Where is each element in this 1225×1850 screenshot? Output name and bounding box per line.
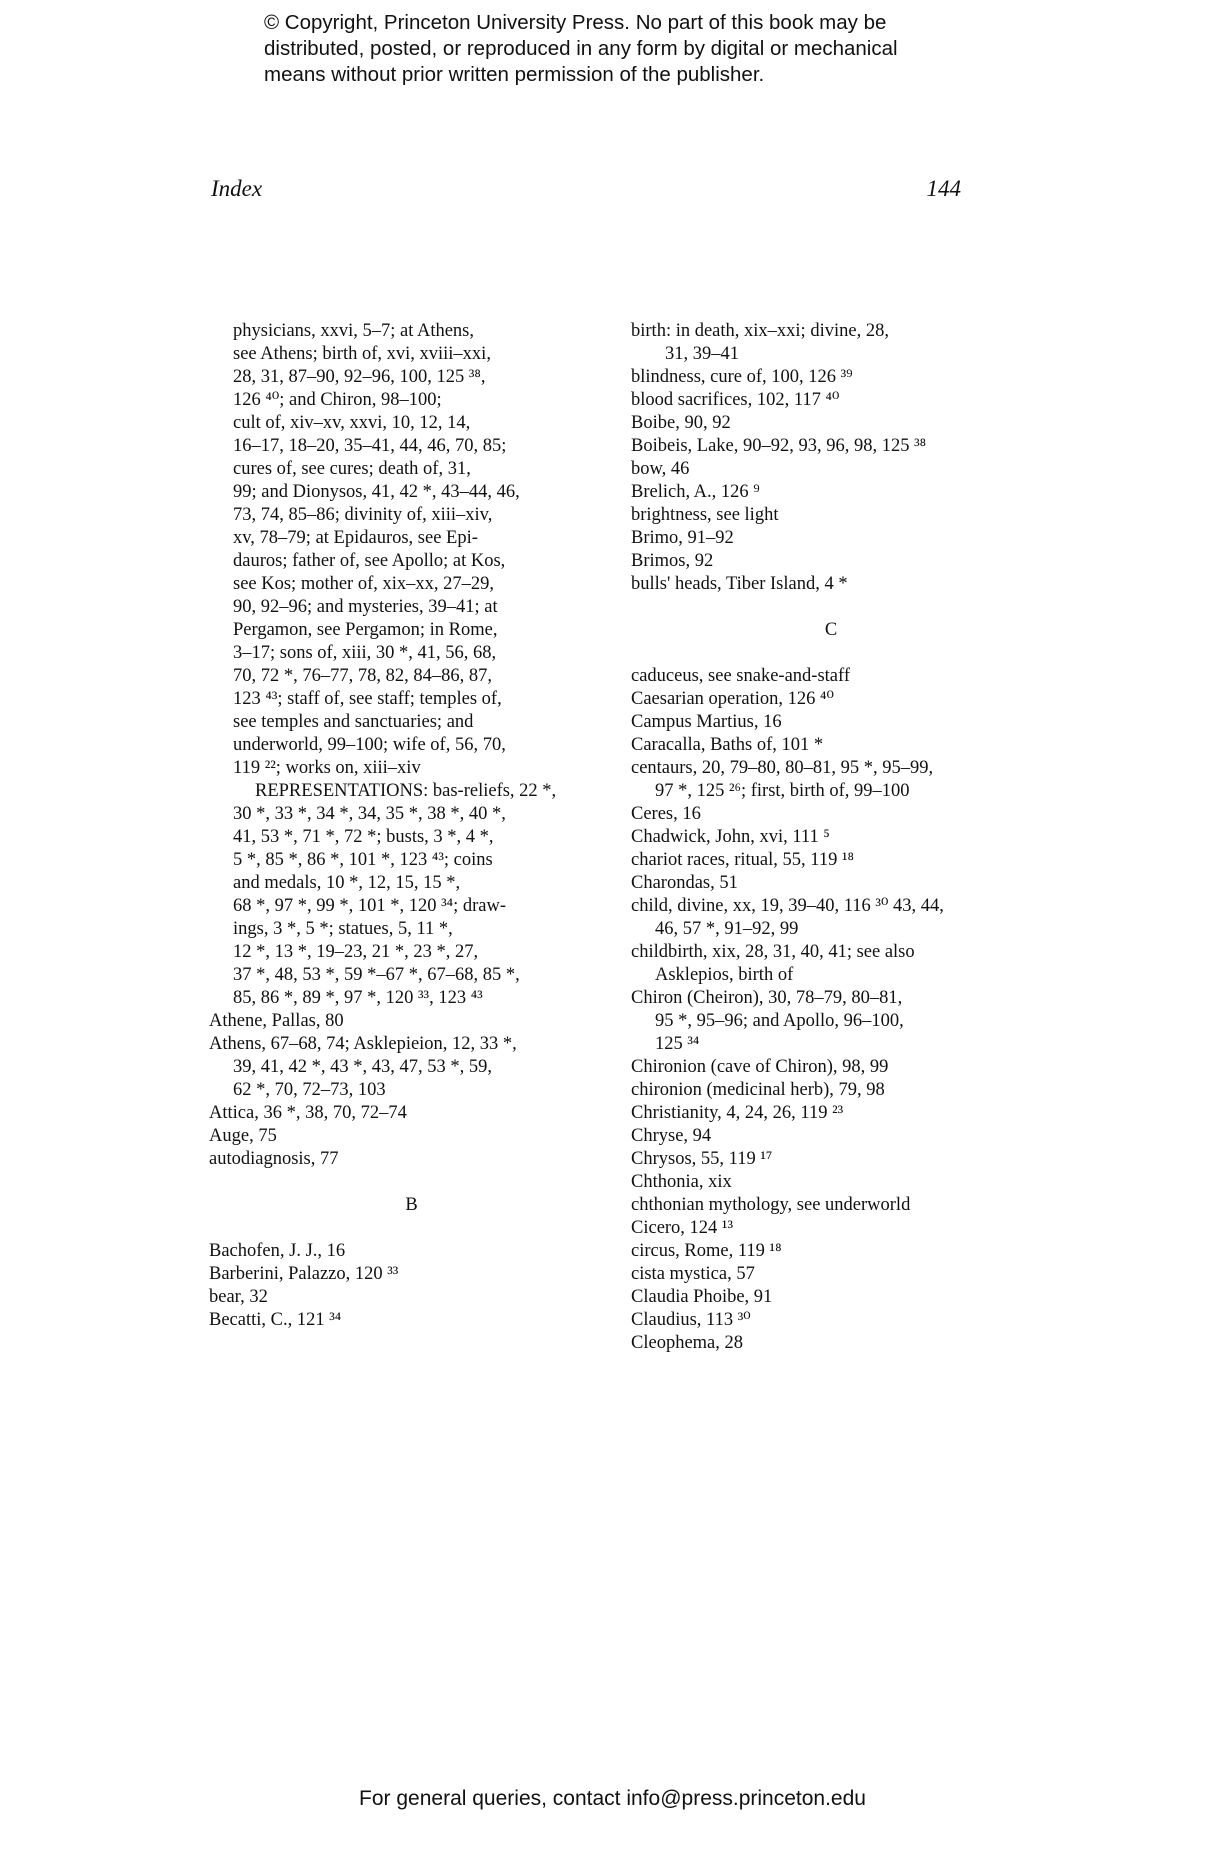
index-line: physicians, xxvi, 5–7; at Athens, xyxy=(233,321,474,341)
index-line: 73, 74, 85–86; divinity of, xiii–xiv, xyxy=(233,505,493,525)
index-line: 3–17; sons of, xiii, 30 *, 41, 56, 68, xyxy=(233,643,497,663)
copyright-notice xyxy=(264,10,1024,88)
index-line: 16–17, 18–20, 35–41, 44, 46, 70, 85; xyxy=(233,436,507,456)
index-column-right xyxy=(631,320,1031,1355)
index-line: Bachofen, J. J., 16 xyxy=(209,1241,346,1261)
index-line: Caesarian operation, 126 ⁴⁰ xyxy=(631,689,834,709)
index-line: childbirth, xix, 28, 31, 40, 41; see also xyxy=(631,942,915,962)
spacer xyxy=(631,642,1031,665)
index-line: Asklepios, birth of xyxy=(655,965,794,985)
index-line: see Athens; birth of, xvi, xviii–xxi, xyxy=(233,344,491,364)
index-line: bulls' heads, Tiber Island, 4 * xyxy=(631,574,848,594)
index-line: Chiron (Cheiron), 30, 78–79, 80–81, xyxy=(631,988,903,1008)
index-line: 28, 31, 87–90, 92–96, 100, 125 ³⁸, xyxy=(233,367,486,387)
index-line: cures of, see cures; death of, 31, xyxy=(233,459,471,479)
index-line: caduceus, see snake-and-staff xyxy=(631,666,850,686)
index-line: REPRESENTATIONS: bas-reliefs, 22 *, xyxy=(255,781,557,801)
index-line: 95 *, 95–96; and Apollo, 96–100, xyxy=(655,1011,904,1031)
index-line: 31, 39–41 xyxy=(665,344,739,364)
page-number: 144 xyxy=(926,176,961,201)
index-line: Cleophema, 28 xyxy=(631,1333,744,1353)
index-line: 99; and Dionysos, 41, 42 *, 43–44, 46, xyxy=(233,482,520,502)
index-line: Charondas, 51 xyxy=(631,873,738,893)
index-line: 70, 72 *, 76–77, 78, 82, 84–86, 87, xyxy=(233,666,492,686)
running-head xyxy=(211,176,961,208)
index-column-left xyxy=(209,320,614,1332)
index-line: 37 *, 48, 53 *, 59 *–67 *, 67–68, 85 *, xyxy=(233,965,520,985)
index-line: Attica, 36 *, 38, 70, 72–74 xyxy=(209,1103,407,1123)
index-line: bear, 32 xyxy=(209,1287,268,1307)
index-line: 46, 57 *, 91–92, 99 xyxy=(655,919,799,939)
index-line: bow, 46 xyxy=(631,459,690,479)
index-line: Auge, 75 xyxy=(209,1126,277,1146)
index-line: and medals, 10 *, 12, 15, 15 *, xyxy=(233,873,461,893)
index-line: 62 *, 70, 72–73, 103 xyxy=(233,1080,386,1100)
index-line: 97 *, 125 ²⁶; first, birth of, 99–100 xyxy=(655,781,910,801)
index-line: autodiagnosis, 77 xyxy=(209,1149,339,1169)
index-line: Brimo, 91–92 xyxy=(631,528,734,548)
copyright-line-2: distributed, posted, or reproduced in any form by digital or mechanical xyxy=(264,37,898,60)
index-line: circus, Rome, 119 ¹⁸ xyxy=(631,1241,782,1261)
index-line: ings, 3 *, 5 *; statues, 5, 11 *, xyxy=(233,919,453,939)
index-line: Brimos, 92 xyxy=(631,551,714,571)
index-line: 125 ³⁴ xyxy=(655,1034,700,1054)
copyright-line-1: © Copyright, Princeton University Press. No part of this book may be xyxy=(264,11,887,34)
index-line: Barberini, Palazzo, 120 ³³ xyxy=(209,1264,399,1284)
index-line: Chironion (cave of Chiron), 98, 99 xyxy=(631,1057,889,1077)
running-head-title: Index xyxy=(211,176,263,201)
index-line: 90, 92–96; and mysteries, 39–41; at xyxy=(233,597,498,617)
index-line: chariot races, ritual, 55, 119 ¹⁸ xyxy=(631,850,854,870)
index-line: 119 ²²; works on, xiii–xiv xyxy=(233,758,421,778)
index-line: xv, 78–79; at Epidauros, see Epi- xyxy=(233,528,478,548)
index-line: see temples and sanctuaries; and xyxy=(233,712,474,732)
index-line: see Kos; mother of, xix–xx, 27–29, xyxy=(233,574,495,594)
index-line: Athene, Pallas, 80 xyxy=(209,1011,344,1031)
index-line: Boibeis, Lake, 90–92, 93, 96, 98, 125 ³⁸ xyxy=(631,436,927,456)
index-line: Claudius, 113 ³⁰ xyxy=(631,1310,751,1330)
index-line: chironion (medicinal herb), 79, 98 xyxy=(631,1080,885,1100)
index-line: 123 ⁴³; staff of, see staff; temples of, xyxy=(233,689,502,709)
index-line: Christianity, 4, 24, 26, 119 ²³ xyxy=(631,1103,844,1123)
index-line: Chadwick, John, xvi, 111 ⁵ xyxy=(631,827,830,847)
index-line: Chrysos, 55, 119 ¹⁷ xyxy=(631,1149,773,1169)
index-line: centaurs, 20, 79–80, 80–81, 95 *, 95–99, xyxy=(631,758,934,778)
spacer xyxy=(209,1217,614,1240)
index-line: Athens, 67–68, 74; Asklepieion, 12, 33 *, xyxy=(209,1034,517,1054)
index-line: 85, 86 *, 89 *, 97 *, 120 ³³, 123 ⁴³ xyxy=(233,988,483,1008)
index-line: 5 *, 85 *, 86 *, 101 *, 123 ⁴³; coins xyxy=(233,850,493,870)
index-line: Brelich, A., 126 ⁹ xyxy=(631,482,760,502)
index-line: Campus Martius, 16 xyxy=(631,712,782,732)
index-line: Chthonia, xix xyxy=(631,1172,732,1192)
index-line: 12 *, 13 *, 19–23, 21 *, 23 *, 27, xyxy=(233,942,479,962)
index-line: 39, 41, 42 *, 43 *, 43, 47, 53 *, 59, xyxy=(233,1057,492,1077)
section-letter: C xyxy=(824,620,838,640)
index-line: 30 *, 33 *, 34 *, 34, 35 *, 38 *, 40 *, xyxy=(233,804,506,824)
index-line: Ceres, 16 xyxy=(631,804,701,824)
spacer xyxy=(631,596,1031,619)
index-line: blindness, cure of, 100, 126 ³⁹ xyxy=(631,367,853,387)
copyright-line-3: means without prior written permission of the publisher. xyxy=(264,63,765,86)
section-letter: B xyxy=(405,1195,418,1215)
index-line: 126 ⁴⁰; and Chiron, 98–100; xyxy=(233,390,442,410)
index-line: birth: in death, xix–xxi; divine, 28, xyxy=(631,321,889,341)
index-line: cult of, xiv–xv, xxvi, 10, 12, 14, xyxy=(233,413,471,433)
index-line: Becatti, C., 121 ³⁴ xyxy=(209,1310,342,1330)
spacer xyxy=(209,1171,614,1194)
index-line: Claudia Phoibe, 91 xyxy=(631,1287,773,1307)
index-line: Pergamon, see Pergamon; in Rome, xyxy=(233,620,498,640)
index-line: blood sacrifices, 102, 117 ⁴⁰ xyxy=(631,390,840,410)
footer-contact: For general queries, contact info@press.princeton.edu xyxy=(359,1787,866,1810)
index-line: underworld, 99–100; wife of, 56, 70, xyxy=(233,735,506,755)
index-line: Cicero, 124 ¹³ xyxy=(631,1218,734,1238)
index-line: dauros; father of, see Apollo; at Kos, xyxy=(233,551,506,571)
index-line: Caracalla, Baths of, 101 * xyxy=(631,735,824,755)
index-line: 41, 53 *, 71 *, 72 *; busts, 3 *, 4 *, xyxy=(233,827,494,847)
index-line: cista mystica, 57 xyxy=(631,1264,755,1284)
index-line: 68 *, 97 *, 99 *, 101 *, 120 ³⁴; draw- xyxy=(233,896,507,916)
index-line: Chryse, 94 xyxy=(631,1126,712,1146)
index-line: chthonian mythology, see underworld xyxy=(631,1195,911,1215)
index-line: Boibe, 90, 92 xyxy=(631,413,731,433)
index-line: brightness, see light xyxy=(631,505,779,525)
index-line: child, divine, xx, 19, 39–40, 116 ³⁰ 43, 44, xyxy=(631,896,944,916)
